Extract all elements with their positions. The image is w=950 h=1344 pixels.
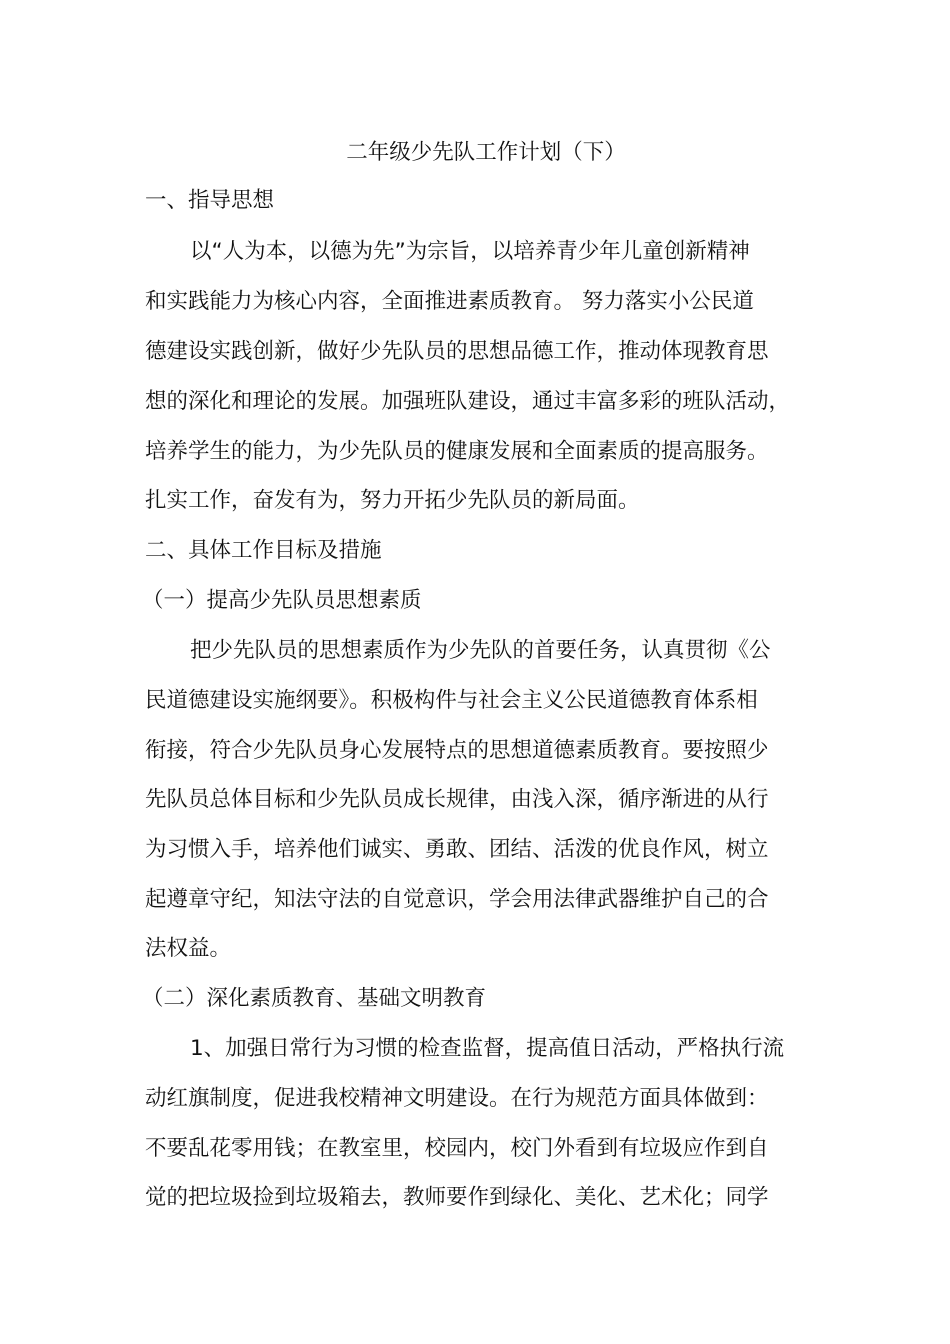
paragraph-line: 先队员总体目标和少先队员成长规律，由浅入深，循序渐进的从行	[145, 787, 769, 812]
paragraph-line: 不要乱花零用钱；在教室里，校园内，校门外看到有垃圾应作到自	[145, 1136, 769, 1161]
paragraph-line: 1、加强日常行为习惯的检查监督，提高值日活动，严格执行流	[190, 1036, 785, 1061]
paragraph-line: 以“人为本，以德为先”为宗旨，以培养青少年儿童创新精神	[190, 239, 750, 264]
paragraph-line: 觉的把垃圾捡到垃圾箱去，教师要作到绿化、美化、艺术化；同学	[145, 1185, 769, 1210]
section-heading-2: 二、具体工作目标及措施	[145, 538, 382, 563]
paragraph-line: 法权益。	[145, 936, 232, 961]
paragraph-line: 衔接，符合少先队员身心发展特点的思想道德素质教育。要按照少	[145, 738, 769, 763]
section-heading-1: 一、指导思想	[145, 188, 275, 213]
paragraph-line: 动红旗制度，促进我校精神文明建设。在行为规范方面具体做到：	[145, 1086, 769, 1111]
subsection-heading-1: （一）提高少先队员思想素质	[142, 588, 422, 613]
paragraph-line: 把少先队员的思想素质作为少先队的首要任务，认真贯彻《公	[190, 638, 771, 663]
paragraph-line: 德建设实践创新，做好少先队员的思想品德工作，推动体现教育思	[145, 339, 769, 364]
paragraph-line: 扎实工作，奋发有为，努力开拓少先队员的新局面。	[145, 488, 640, 513]
paragraph-line: 起遵章守纪，知法守法的自觉意识，学会用法律武器维护自己的合	[145, 887, 769, 912]
paragraph-line: 为习惯入手，培养他们诚实、勇敢、团结、活泼的优良作风，树立	[145, 837, 769, 862]
paragraph-line: 想的深化和理论的发展。加强班队建设，通过丰富多彩的班队活动，	[145, 389, 791, 414]
paragraph-line: 民道德建设实施纲要》。积极构件与社会主义公民道德教育体系相	[145, 688, 758, 713]
paragraph-line: 和实践能力为核心内容，全面推进素质教育。 努力落实小公民道	[145, 289, 754, 314]
document-title: 二年级少先队工作计划（下）	[346, 140, 626, 165]
paragraph-line: 培养学生的能力，为少先队员的健康发展和全面素质的提高服务。	[145, 439, 769, 464]
subsection-heading-2: （二）深化素质教育、基础文明教育	[142, 986, 487, 1011]
